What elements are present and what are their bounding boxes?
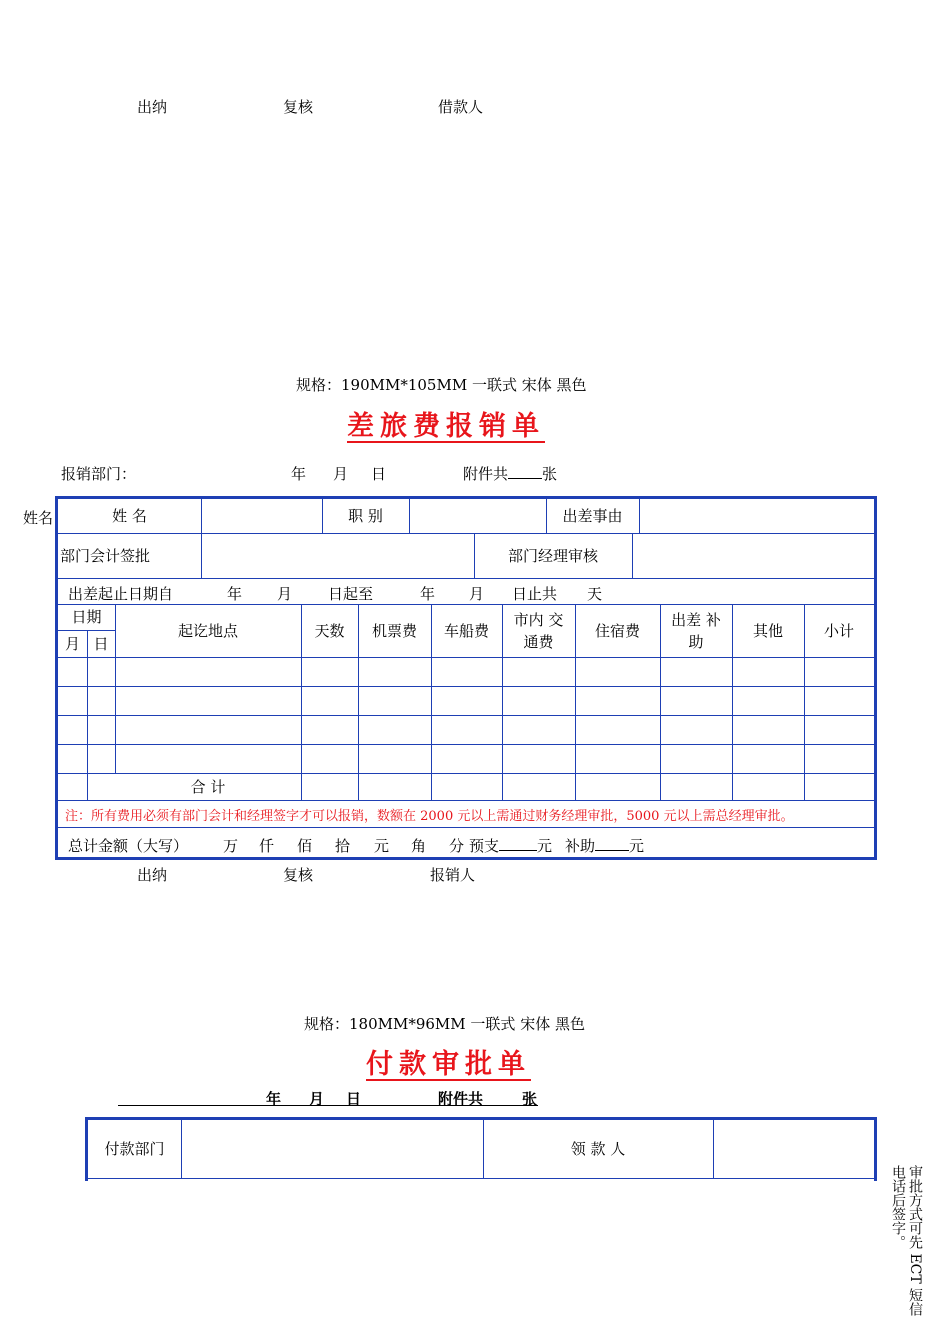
pay-attach-label: 附件共 [438,1090,484,1108]
payment-dept-field[interactable] [181,1120,483,1178]
yuan-label: 元 [374,837,390,855]
payee-field[interactable] [713,1120,874,1178]
other-header: 其他 [752,621,783,640]
fen-label: 分 [449,837,465,855]
dept-manager-field[interactable] [632,533,874,578]
payment-dept-header: 付款部门 [104,1140,165,1158]
bai-label: 佰 [297,837,313,855]
position-header: 职 别 [348,507,383,525]
month-header: 月 [64,634,80,653]
local-transport-header: 市内 交通费 [513,610,564,651]
ship-fare-header: 车船费 [443,621,489,640]
cashier-label: 出纳 [137,98,168,116]
travel-title: 差旅费报销单 [347,411,545,442]
dept-manager-header: 部门经理审核 [507,546,598,565]
date-header: 日期 [71,608,102,626]
trip-year2: 年 [420,585,436,603]
claimant-label: 报销人 [430,866,476,884]
subsidy-field: 补助 元 [565,837,645,855]
hotel-header: 住宿费 [594,621,640,640]
trip-from-label: 出差起止日期自 [68,585,174,603]
approval-note: 注：所有费用必须有部门会计和经理签字才可以报销，数额在 2000 元以上需通过财务经理审批，5000 元以上需总经理审批。 [65,809,794,824]
position-field[interactable] [409,499,546,533]
jiao-label: 角 [411,837,427,855]
month-label: 月 [333,465,349,483]
amount-label: 总计金额（大写） [68,837,189,855]
airfare-header: 机票费 [371,621,417,640]
day-header: 日 [93,634,109,653]
trip-month2: 月 [469,585,485,603]
total-row-label: 合 计 [190,777,226,796]
attachment-label: 附件共 张 [463,465,558,483]
table-row[interactable] [58,657,874,686]
year-label: 年 [291,465,307,483]
trip-month1: 月 [277,585,293,603]
cashier-label: 出纳 [137,866,168,884]
allowance-header: 出差 补助 [671,610,721,651]
shi-label: 拾 [335,837,351,855]
side-note-1: 审批方式可先 ECT 短信 [907,1165,923,1317]
name-field[interactable] [201,499,322,533]
trip-days: 天 [587,585,603,603]
reviewer-label: 复核 [283,866,314,884]
payee-header: 领 款 人 [570,1140,626,1158]
dept-accountant-header: 部门会计签批 [60,546,151,565]
payment-spec: 规格：180MM*96MM 一联式 宋体 黑色 [304,1015,585,1033]
qian-label: 仟 [259,837,275,855]
side-note-2: 电话后签字。 [890,1165,906,1249]
payment-title: 付款审批单 [366,1049,531,1080]
table-row[interactable] [58,715,874,744]
table-row[interactable] [58,744,874,773]
reason-header: 出差事由 [562,507,623,525]
outside-name-label: 姓名 [23,509,54,527]
day-label: 日 [371,465,387,483]
reviewer-label: 复核 [283,98,314,116]
borrower-label: 借款人 [438,98,484,116]
reason-field[interactable] [639,499,874,533]
pay-month-label: 月 [309,1090,325,1108]
trip-day1: 日起至 [328,585,374,603]
trip-day2: 日止共 [512,585,558,603]
travel-spec: 规格：190MM*105MM 一联式 宋体 黑色 [296,376,587,394]
advance-field: 预支 元 [469,837,553,855]
dept-label: 报销部门： [61,465,137,483]
table-row[interactable] [58,686,874,715]
pay-sheets-label: 张 [522,1090,538,1108]
trip-year1: 年 [227,585,243,603]
days-header: 天数 [314,621,345,640]
pay-day-label: 日 [346,1090,362,1108]
route-header: 起讫地点 [177,621,238,640]
dept-accountant-field[interactable] [201,533,474,578]
subtotal-header: 小计 [823,621,854,640]
name-header: 姓 名 [112,507,147,525]
pay-year-label: 年 [266,1090,282,1108]
wan-label: 万 [223,837,239,855]
